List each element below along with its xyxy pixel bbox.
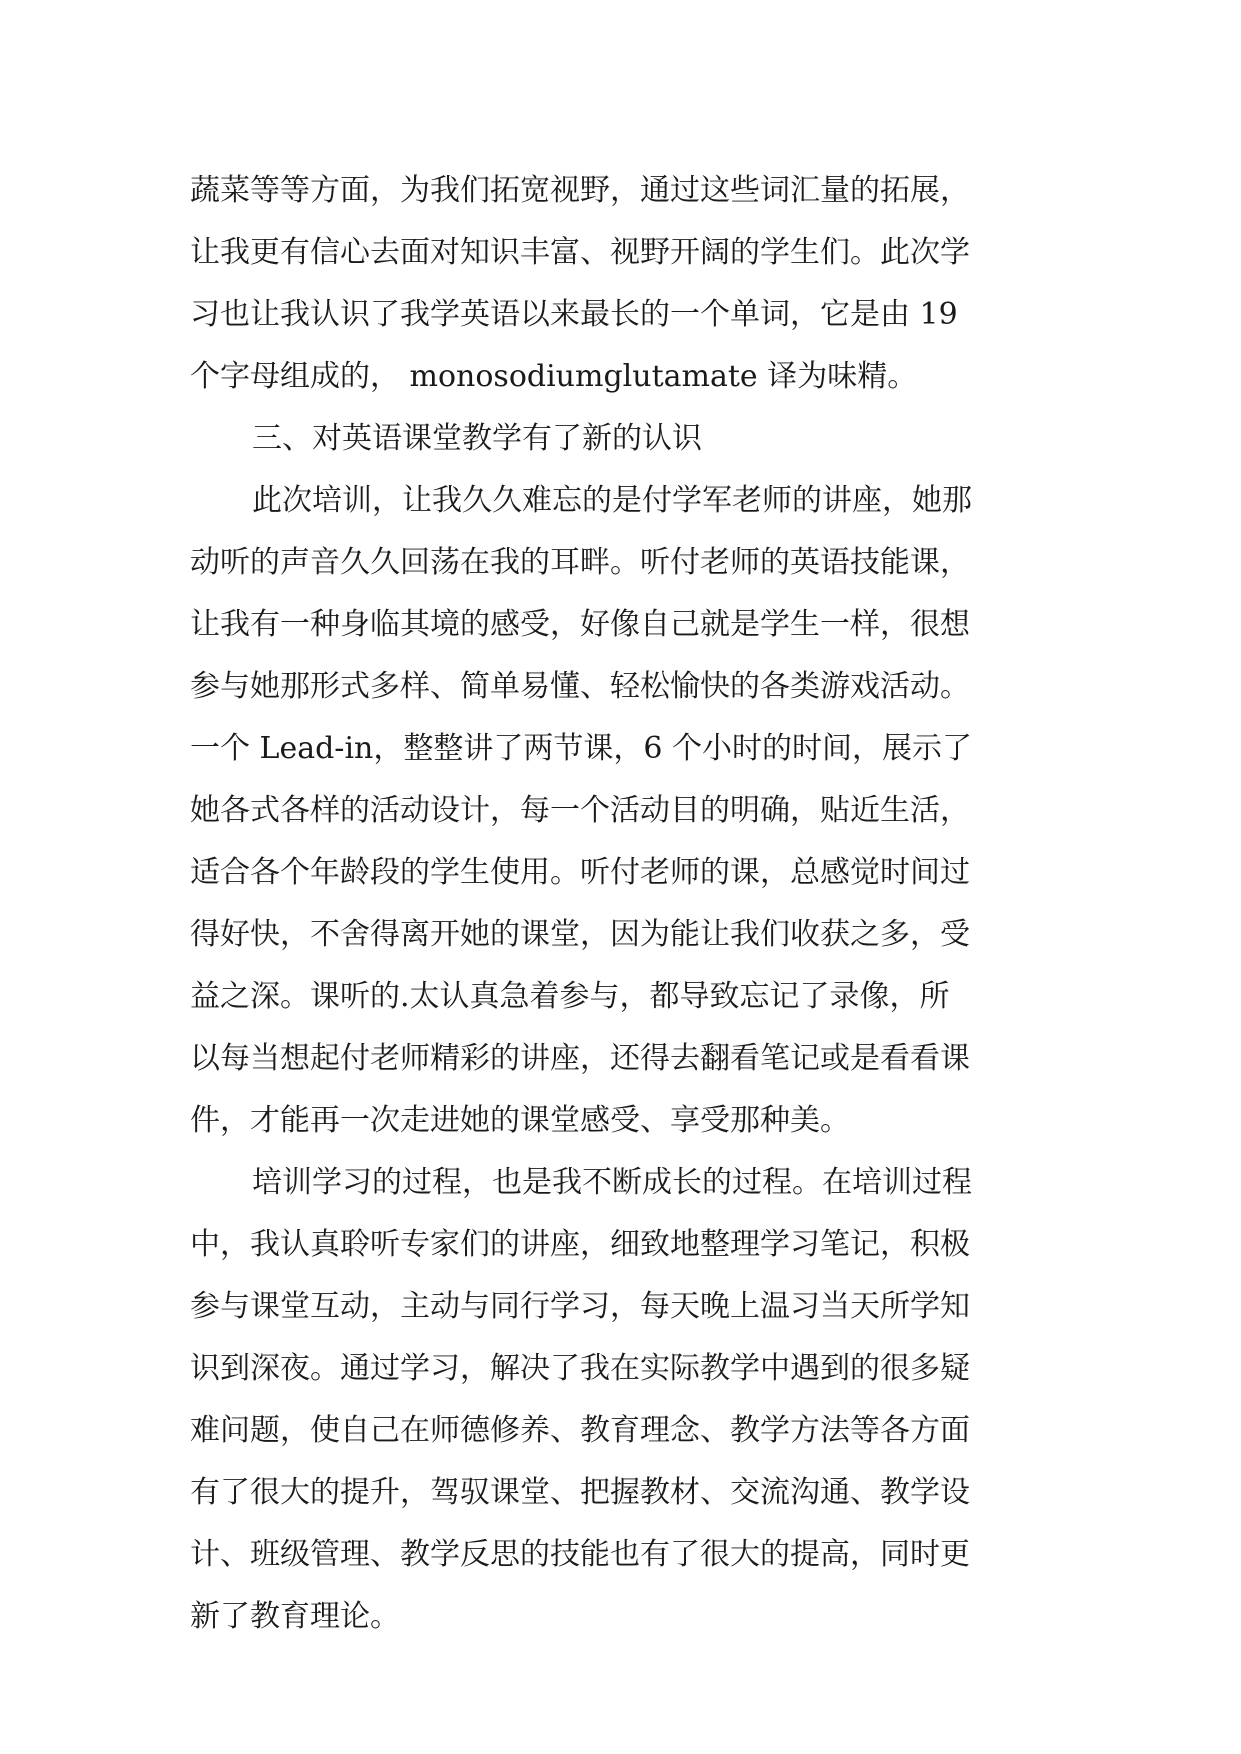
text-line: 个字母组成的， monosodiumglutamate 译为味精。 (190, 359, 918, 394)
text-line: 动听的声音久久回荡在我的耳畔。听付老师的英语技能课， (190, 545, 970, 580)
text-line: 识到深夜。通过学习，解决了我在实际教学中遇到的很多疑 (190, 1351, 970, 1386)
text-line: 难问题，使自己在师德修养、教育理念、教学方法等各方面 (190, 1413, 970, 1448)
text-line: 她各式各样的活动设计，每一个活动目的明确，贴近生活， (190, 793, 970, 828)
text-line: 参与课堂互动，主动与同行学习，每天晚上温习当天所学知 (190, 1289, 970, 1324)
text-line: 以每当想起付老师精彩的讲座，还得去翻看笔记或是看看课 (190, 1041, 970, 1076)
text-line: 有了很大的提升，驾驭课堂、把握教材、交流沟通、教学设 (190, 1475, 970, 1510)
text-line: 适合各个年龄段的学生使用。听付老师的课，总感觉时间过 (190, 855, 970, 890)
paragraph-start-line: 此次培训，让我久久难忘的是付学军老师的讲座，她那 (252, 483, 972, 518)
text-line: 计、班级管理、教学反思的技能也有了很大的提高，同时更 (190, 1537, 970, 1572)
text-line: 益之深。课听的.太认真急着参与，都导致忘记了录像，所 (190, 979, 950, 1014)
text-line: 蔬菜等等方面，为我们拓宽视野，通过这些词汇量的拓展， (190, 173, 970, 208)
text-line: 得好快，不舍得离开她的课堂，因为能让我们收获之多，受 (190, 917, 970, 952)
text-line: 一个 Lead-in，整整讲了两节课，6 个小时的时间，展示了 (190, 731, 972, 766)
paragraph-start-line: 培训学习的过程，也是我不断成长的过程。在培训过程 (252, 1165, 972, 1200)
document-body (190, 160, 1050, 1648)
text-line: 参与她那形式多样、简单易懂、轻松愉快的各类游戏活动。 (190, 669, 970, 704)
paragraph-start-line: 三、对英语课堂教学有了新的认识 (252, 421, 702, 456)
text-line: 中，我认真聆听专家们的讲座，细致地整理学习笔记，积极 (190, 1227, 970, 1262)
text-line: 新了教育理论。 (190, 1599, 400, 1634)
text-line: 让我更有信心去面对知识丰富、视野开阔的学生们。此次学 (190, 235, 970, 270)
text-line: 让我有一种身临其境的感受，好像自己就是学生一样，很想 (190, 607, 970, 642)
text-line: 习也让我认识了我学英语以来最长的一个单词，它是由 19 (190, 297, 958, 332)
text-line: 件，才能再一次走进她的课堂感受、享受那种美。 (190, 1103, 850, 1138)
